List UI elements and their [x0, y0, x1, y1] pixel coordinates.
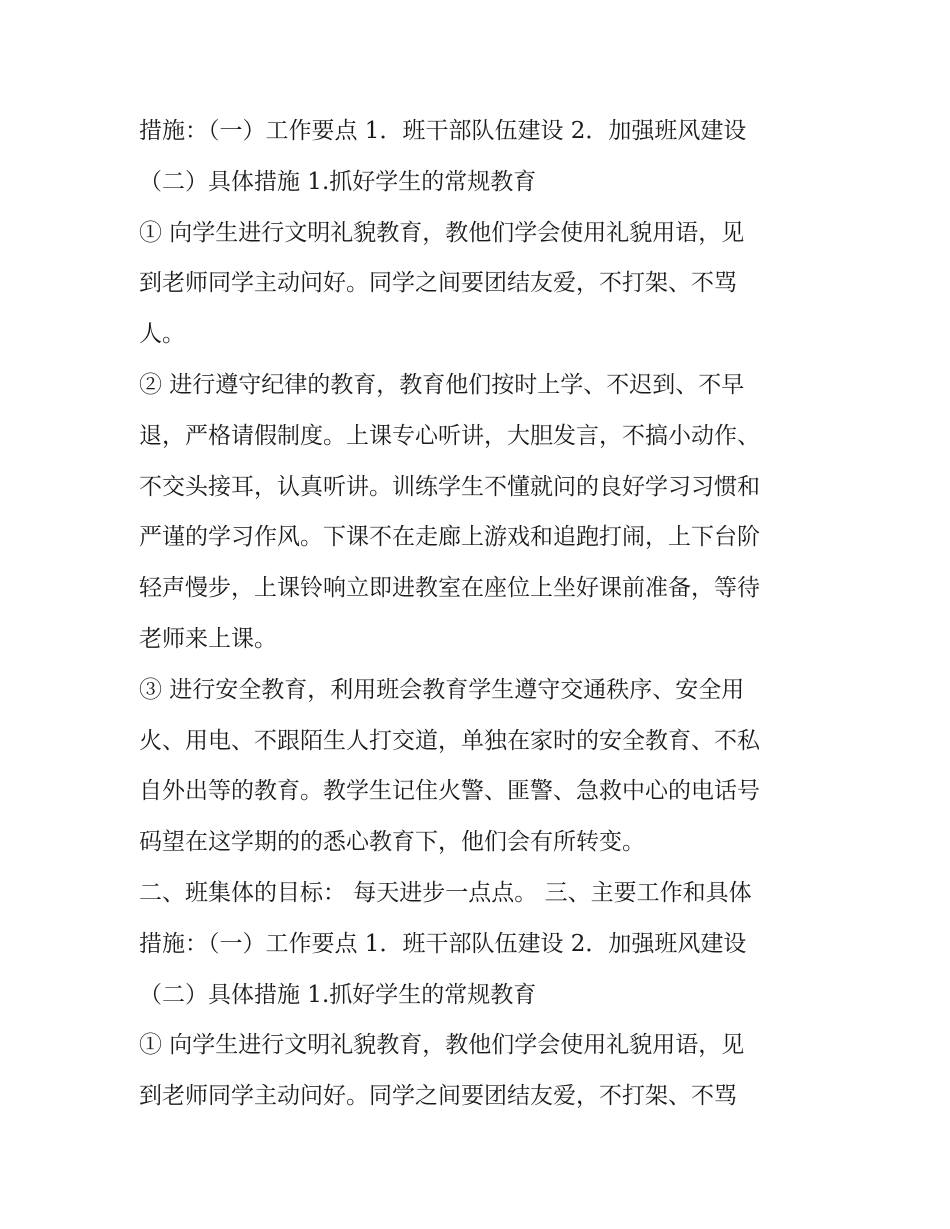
- text-line: 退，严格请假制度。上课专心听讲，大胆发言，不搞小动作、: [139, 422, 760, 449]
- text-line: ② 进行遵守纪律的教育，教育他们按时上学、不迟到、不早: [139, 371, 745, 398]
- text-line: ① 向学生进行文明礼貌教育，教他们学会使用礼貌用语，见: [139, 219, 745, 246]
- text-line: 人。: [139, 321, 185, 348]
- text-line: 到老师同学主动问好。同学之间要团结友爱，不打架、不骂: [139, 270, 737, 297]
- text-line: ① 向学生进行文明礼貌教育，教他们学会使用礼貌用语，见: [139, 1032, 745, 1059]
- text-line: 不交头接耳，认真听讲。训练学生不懂就问的良好学习习惯和: [139, 473, 760, 500]
- text-line: 火、用电、不跟陌生人打交道，单独在家时的安全教育、不私: [139, 727, 760, 754]
- text-line: ③ 进行安全教育，利用班会教育学生遵守交通秩序、安全用: [139, 676, 745, 703]
- document-body: [139, 106, 819, 1122]
- text-line: 码望在这学期的的悉心教育下，他们会有所转变。: [139, 829, 645, 856]
- text-line: 老师来上课。: [139, 625, 277, 652]
- text-line: 措施：（一）工作要点 1．班干部队伍建设 2．加强班风建设: [139, 118, 747, 144]
- text-line: 自外出等的教育。教学生记住火警、匪警、急救中心的电话号: [139, 778, 760, 805]
- text-line: （二）具体措施 1.抓好学生的常规教育: [139, 981, 537, 1008]
- text-line: 措施：（一）工作要点 1．班干部队伍建设 2．加强班风建设: [139, 930, 747, 957]
- text-line: 严谨的学习作风。下课不在走廊上游戏和追跑打闹，上下台阶: [139, 524, 760, 551]
- text-line: 到老师同学主动问好。同学之间要团结友爱，不打架、不骂: [139, 1083, 737, 1110]
- text-line: 二、班集体的目标： 每天进步一点点。 三、主要工作和具体: [139, 879, 752, 906]
- text-line: （二）具体措施 1.抓好学生的常规教育: [139, 168, 537, 195]
- text-line: 轻声慢步，上课铃响立即进教室在座位上坐好课前准备，等待: [139, 575, 760, 602]
